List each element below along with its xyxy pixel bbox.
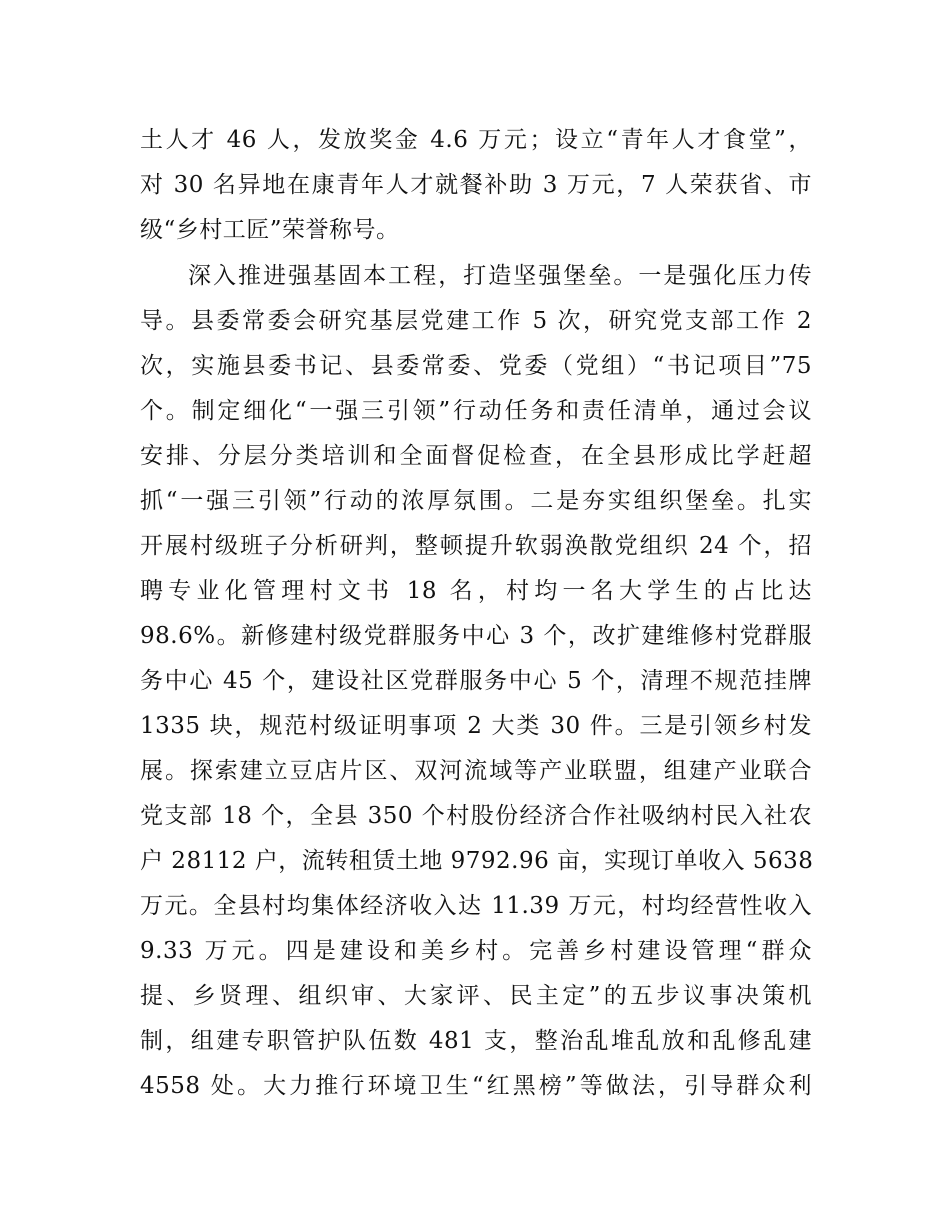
text-line: 户 28112 户，流转租赁土地 9792.96 亩，实现订单收入 5638 [140, 848, 814, 874]
text-line: 9.33 万元。四是建设和美乡村。完善乡村建设管理“群众 [140, 938, 812, 964]
text-line: 展。探索建立豆店片区、双河流域等产业联盟，组建产业联合 [140, 758, 812, 784]
text-line: 土人才 46 人，发放奖金 4.6 万元；设立“青年人才食堂”， [140, 127, 812, 153]
text-line: 聘专业化管理村文书 18 名，村均一名大学生的占比达 [140, 578, 812, 604]
text-line: 98.6%。新修建村级党群服务中心 3 个，改扩建维修村党群服 [140, 623, 812, 649]
text-line: 对 30 名异地在康青年人才就餐补助 3 万元，7 人荣获省、市 [140, 172, 812, 198]
text-line: 提、乡贤理、组织审、大家评、民主定”的五步议事决策机 [140, 983, 812, 1009]
text-line: 务中心 45 个，建设社区党群服务中心 5 个，清理不规范挂牌 [140, 668, 812, 694]
text-line: 次，实施县委书记、县委常委、党委（党组）“书记项目”75 [140, 353, 812, 379]
text-line: 党支部 18 个，全县 350 个村股份经济合作社吸纳村民入社农 [140, 803, 812, 829]
text-line-first-indented: 深入推进强基固本工程，打造坚强堡垒。一是强化压力传 [188, 263, 812, 289]
text-line: 开展村级班子分析研判，整顿提升软弱涣散党组织 24 个，招 [140, 533, 812, 559]
text-line: 1335 块，规范村级证明事项 2 大类 30 件。三是引领乡村发 [140, 713, 812, 739]
text-line: 级“乡村工匠”荣誉称号。 [140, 217, 400, 243]
paragraph-grassroots-party-building [140, 254, 812, 1109]
paragraph-talent-support [140, 118, 812, 253]
text-line: 导。县委常委会研究基层党建工作 5 次，研究党支部工作 2 [140, 308, 812, 334]
text-line: 抓“一强三引领”行动的浓厚氛围。二是夯实组织堡垒。扎实 [140, 488, 812, 514]
text-line: 个。制定细化“一强三引领”行动任务和责任清单，通过会议 [140, 398, 812, 424]
text-line: 安排、分层分类培训和全面督促检查，在全县形成比学赶超 [140, 443, 812, 469]
text-line: 4558 处。大力推行环境卫生“红黑榜”等做法，引导群众利 [140, 1073, 812, 1099]
text-line: 万元。全县村均集体经济收入达 11.39 万元，村均经营性收入 [140, 893, 812, 919]
text-line: 制，组建专职管护队伍数 481 支，整治乱堆乱放和乱修乱建 [140, 1028, 812, 1054]
